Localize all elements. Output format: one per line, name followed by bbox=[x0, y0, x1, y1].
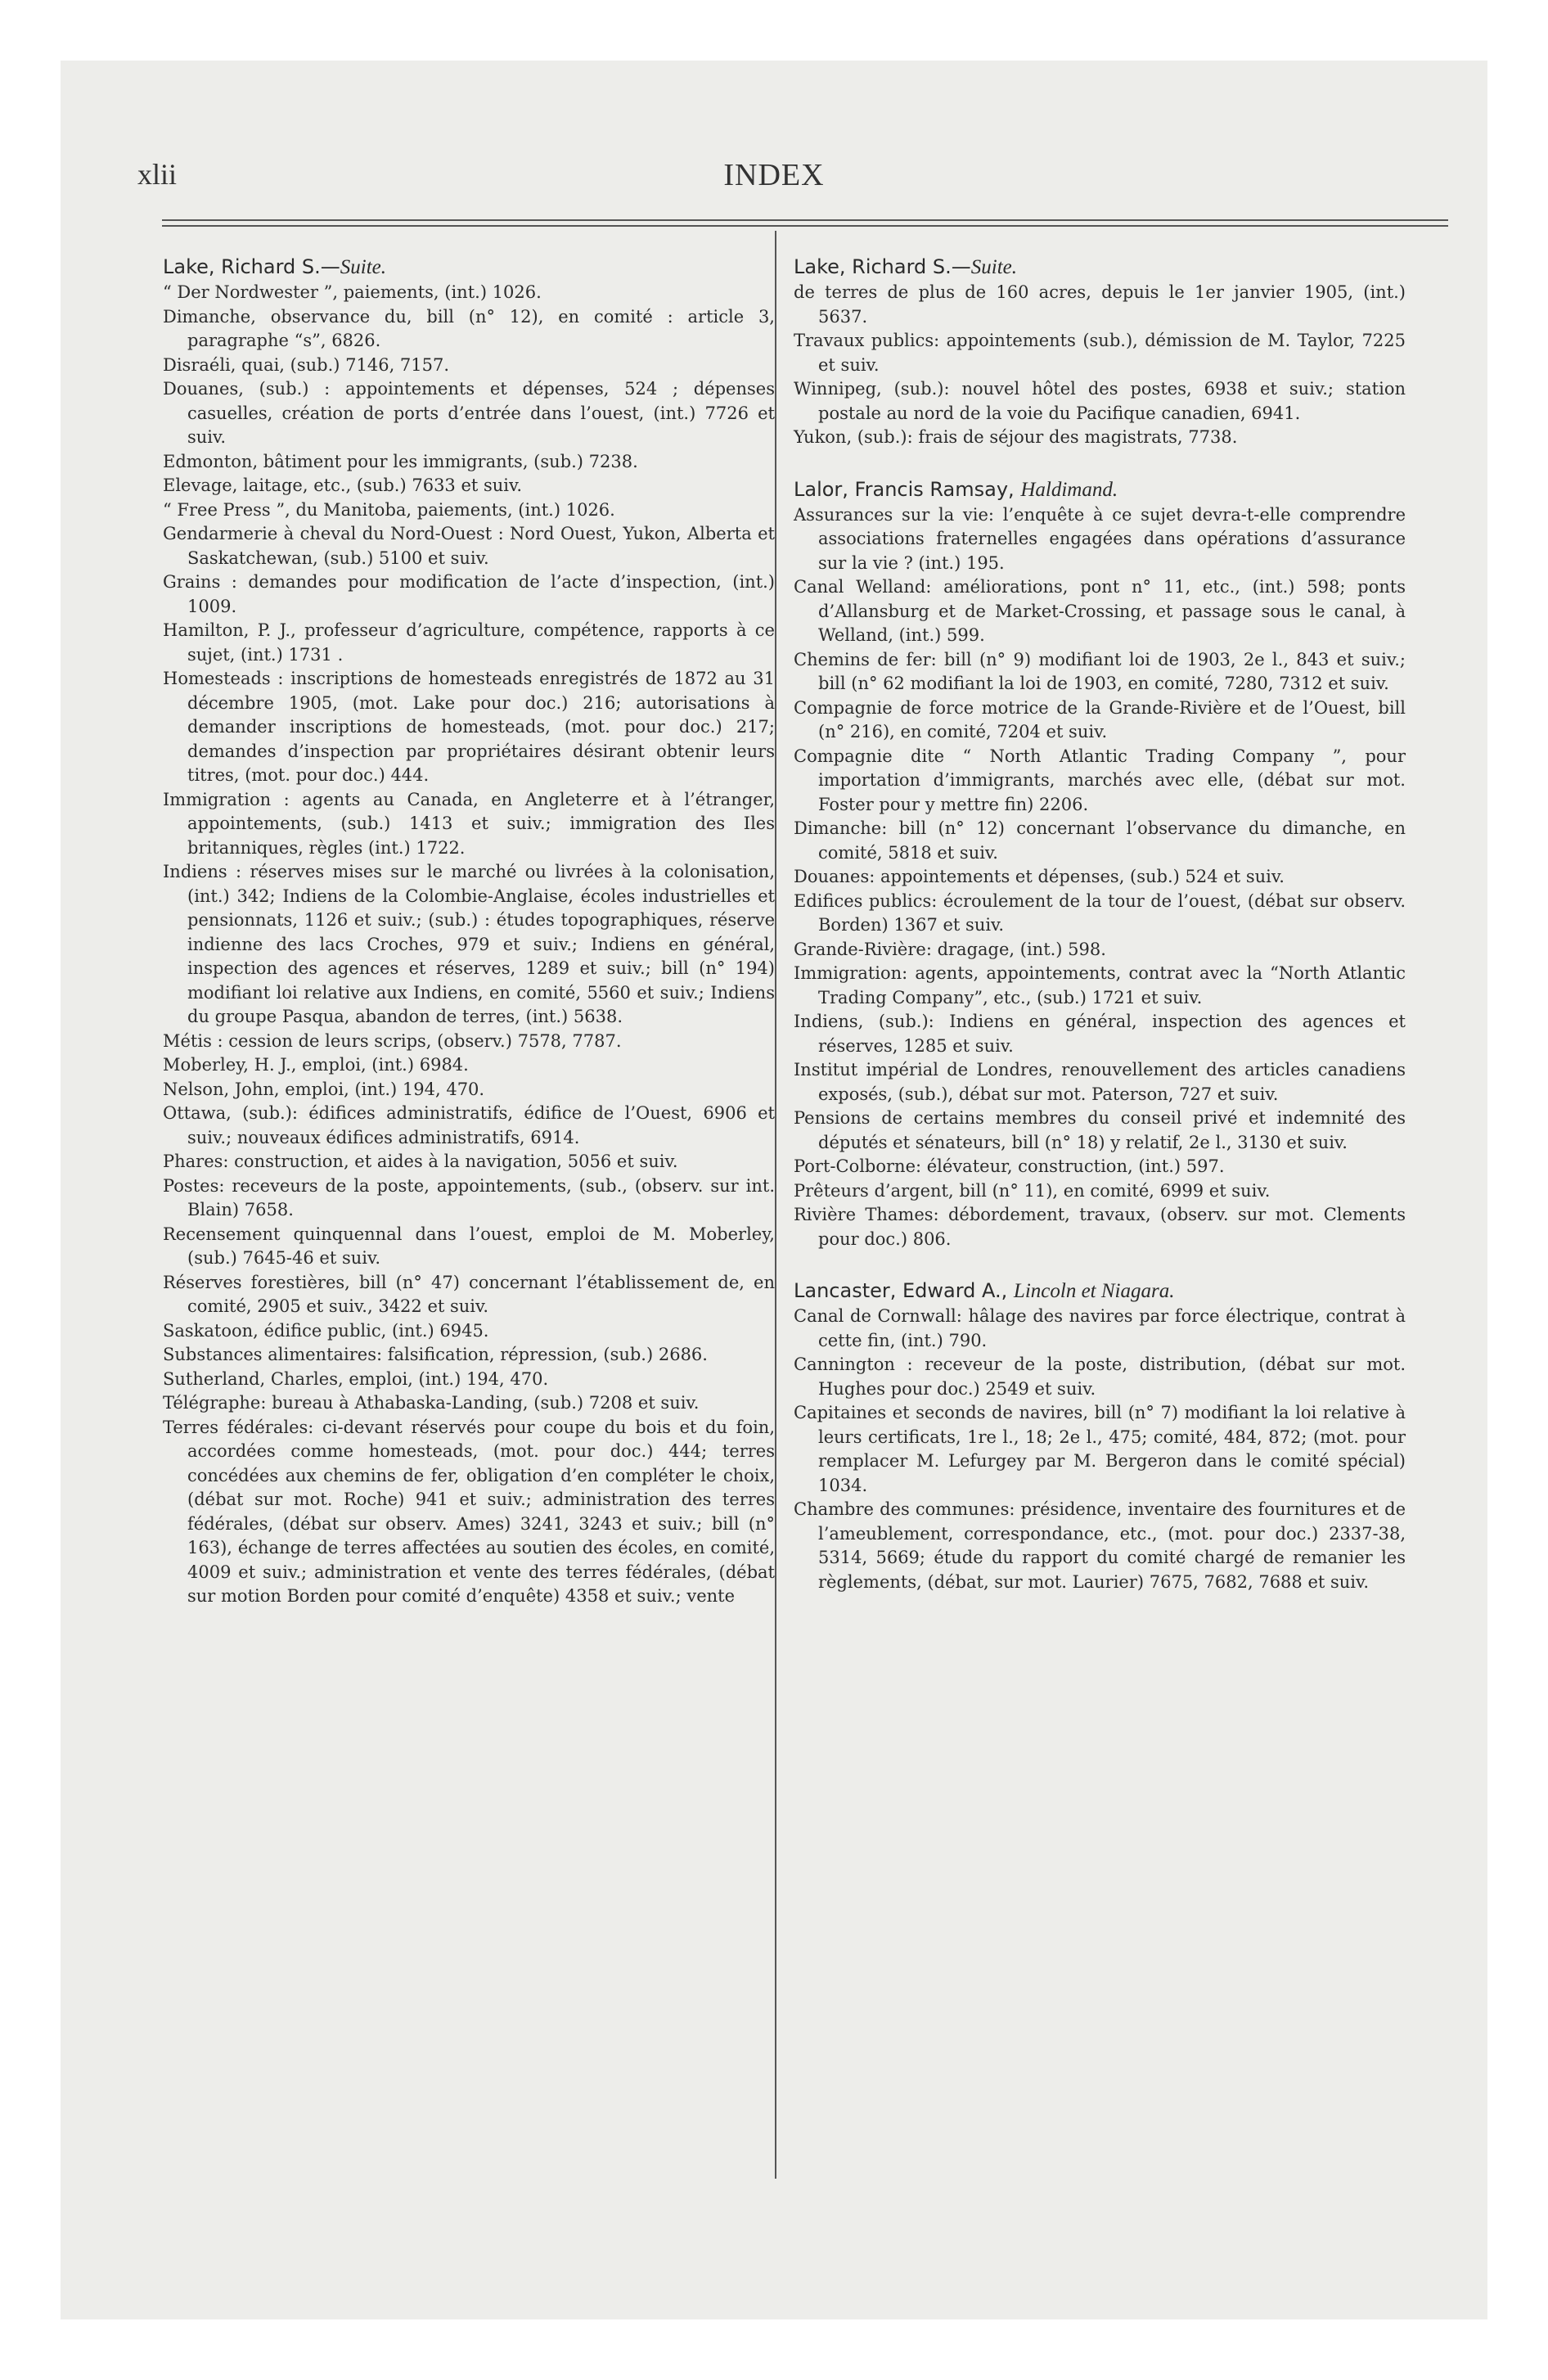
index-entry: Homesteads : inscriptions de homesteads enregistrés de 1872 au 31 décembre 1905, (mot. Lake pour doc.) 216; autorisations à demander inscriptions de homesteads, (mot. pour doc.) 217; demandes d’inspection par propriétaires désirant obtenir leurs titres, (mot. pour doc.) 444. bbox=[163, 669, 775, 785]
index-entry: Métis : cession de leurs scrips, (observ.) 7578, 7787. bbox=[163, 1030, 622, 1051]
index-entry: Substances alimentaires: falsification, répression, (sub.) 2686. bbox=[163, 1345, 708, 1364]
page-header bbox=[61, 157, 1487, 214]
index-entry: Saskatoon, édifice public, (int.) 6945. bbox=[163, 1320, 489, 1341]
index-entry: Réserves forestières, bill (n° 47) concernant l’établissement de, en comité, 2905 et suiv., 3422 et suiv. bbox=[163, 1272, 775, 1316]
index-entry: Télégraphe: bureau à Athabaska-Landing, (sub.) 7208 et suiv. bbox=[163, 1393, 700, 1413]
index-entry: Prêteurs d’argent, bill (n° 11), en comité, 6999 et suiv. bbox=[794, 1180, 1271, 1201]
index-entry: Elevage, laitage, etc., (sub.) 7633 et suiv. bbox=[163, 476, 523, 495]
index-entry: Grains : demandes pour modification de l’acte d’inspection, (int.) 1009. bbox=[163, 572, 775, 616]
page-title: INDEX bbox=[723, 158, 825, 192]
index-entry: Canal de Cornwall: hâlage des navires par force électrique, contrat à cette fin, (int.) 790. bbox=[794, 1306, 1406, 1350]
index-entry: “ Der Nordwester ”, paiements, (int.) 1026. bbox=[163, 282, 542, 302]
header-rule-top bbox=[162, 219, 1448, 221]
member-riding: Haldimand. bbox=[1020, 478, 1118, 501]
index-entry: Institut impérial de Londres, renouvellement des articles canadiens exposés, (sub.), débat sur mot. Paterson, 727 et suiv. bbox=[794, 1060, 1406, 1104]
index-entry: Compagnie de force motrice de la Grande-Rivière et de l’Ouest, bill (n° 216), en comité, 7204 et suiv. bbox=[794, 697, 1406, 741]
index-entry: Pensions de certains membres du conseil privé et indemnité des députés et sénateurs, bill (n° 18) y relatif, 2e l., 3130 et suiv. bbox=[794, 1108, 1406, 1152]
index-entry: Moberley, H. J., emploi, (int.) 6984. bbox=[163, 1055, 469, 1075]
index-entry: Chemins de fer: bill (n° 9) modifiant loi de 1903, 2e l., 843 et suiv.; bill (n° 62 modifiant la loi de 1903, en comité, 7280, 7312 et suiv. bbox=[794, 649, 1406, 693]
index-entry: Travaux publics: appointements (sub.), démission de M. Taylor, 7225 et suiv. bbox=[794, 331, 1406, 375]
index-entry: Indiens : réserves mises sur le marché ou livrées à la colonisation, (int.) 342; Indiens de la Colombie-Anglaise, écoles industrielles et pensionnats, 1126 et suiv.; (sub.) : études topographiques, réserve indienne des lacs Croches, 979 et suiv.; Indiens en général, inspection des agences et réserves, 1289 et suiv.; bill (n° 194) modifiant loi relative aux Indiens, en comité, 5560 et suiv.; Indiens du groupe Pasqua, abandon de terres, (int.) 5638. bbox=[163, 862, 775, 1026]
index-entry: “ Free Press ”, du Manitoba, paiements, (int.) 1026. bbox=[163, 499, 615, 520]
index-entry: Recensement quinquennal dans l’ouest, emploi de M. Moberley, (sub.) 7645-46 et suiv. bbox=[163, 1224, 775, 1268]
member-name: Lake, Richard S.— bbox=[163, 255, 340, 278]
member-riding: Suite. bbox=[970, 256, 1018, 278]
index-entry: Dimanche: bill (n° 12) concernant l’observance du dimanche, en comité, 5818 et suiv. bbox=[794, 818, 1406, 863]
index-entry: Winnipeg, (sub.): nouvel hôtel des postes, 6938 et suiv.; station postale au nord de la voie du Pacifique canadien, 6941. bbox=[794, 379, 1406, 423]
index-section bbox=[163, 254, 775, 1609]
index-entry: Terres fédérales: ci-devant réservés pour coupe du bois et du foin, accordées comme homesteads, (mot. pour doc.) 444; terres concédées aux chemins de fer, obligation d’en compléter le choix, (débat sur mot. Roche) 941 et suiv.; administration des terres fédérales, (débat sur observ. Ames) 3241, 3243 et suiv.; bill (n° 163), échange de terres affectées au soutien des écoles, en comité, 4009 et suiv.; administration et vente des terres fédérales, (débat sur motion Borden pour comité d’enquête) 4358 et suiv.; vente bbox=[163, 1417, 775, 1606]
page-sheet bbox=[61, 61, 1487, 2319]
left-column bbox=[163, 254, 775, 1635]
index-entry: Assurances sur la vie: l’enquête à ce sujet devra-t-elle comprendre associations fraternelles engagées dans opérations d’assurance sur la vie ? (int.) 195. bbox=[794, 504, 1406, 573]
index-entry: Canal Welland: améliorations, pont n° 11, etc., (int.) 598; ponts d’Allansburg et de Market-Crossing, et passage sous le canal, à Welland, (int.) 599. bbox=[794, 577, 1406, 645]
index-entry: Dimanche, observance du, bill (n° 12), en comité : article 3, paragraphe “s”, 6826. bbox=[163, 306, 775, 350]
index-entry: Chambre des communes: présidence, inventaire des fournitures et de l’ameublement, correspondance, etc., (mot. pour doc.) 2337-38, 5314, 5669; étude du rapport du comité chargé de remanier les règlements, (débat, sur mot. Laurier) 7675, 7682, 7688 et suiv. bbox=[794, 1499, 1406, 1592]
index-entry: Grande-Rivière: dragage, (int.) 598. bbox=[794, 939, 1106, 959]
index-entry: Indiens, (sub.): Indiens en général, inspection des agences et réserves, 1285 et suiv. bbox=[794, 1012, 1406, 1056]
index-entry: de terres de plus de 160 acres, depuis le 1er janvier 1905, (int.) 5637. bbox=[794, 282, 1406, 327]
index-entry: Yukon, (sub.): frais de séjour des magistrats, 7738. bbox=[794, 427, 1238, 447]
index-entry: Postes: receveurs de la poste, appointements, (sub., (observ. sur int. Blain) 7658. bbox=[163, 1175, 775, 1219]
index-entry: Douanes: appointements et dépenses, (sub.) 524 et suiv. bbox=[794, 867, 1285, 886]
member-riding: Lincoln et Niagara. bbox=[1013, 1280, 1175, 1302]
index-entry: Port-Colborne: élévateur, construction, (int.) 597. bbox=[794, 1156, 1225, 1176]
index-entry: Compagnie dite “ North Atlantic Trading Company ”, pour importation d’immigrants, marchés avec elle, (débat sur mot. Foster pour y mettre fin) 2206. bbox=[794, 746, 1406, 814]
index-entry: Cannington : receveur de la poste, distribution, (débat sur mot. Hughes pour doc.) 2549 et suiv. bbox=[794, 1355, 1406, 1399]
column-divider bbox=[775, 231, 776, 2179]
index-entry: Rivière Thames: débordement, travaux, (observ. sur mot. Clements pour doc.) 806. bbox=[794, 1205, 1406, 1249]
index-entry: Phares: construction, et aides à la navigation, 5056 et suiv. bbox=[163, 1152, 678, 1171]
index-entry: Disraéli, quai, (sub.) 7146, 7157. bbox=[163, 354, 450, 375]
index-entry: Hamilton, P. J., professeur d’agriculture, compétence, rapports à ce sujet, (int.) 1731 . bbox=[163, 620, 775, 665]
right-column bbox=[794, 254, 1406, 1620]
index-entry: Sutherland, Charles, emploi, (int.) 194, 470. bbox=[163, 1368, 549, 1389]
index-entry: Ottawa, (sub.): édifices administratifs, édifice de l’Ouest, 6906 et suiv.; nouveaux édifices administratifs, 6914. bbox=[163, 1103, 775, 1147]
index-heading bbox=[794, 254, 1406, 281]
index-section bbox=[794, 254, 1406, 450]
header-rule-bottom bbox=[162, 225, 1448, 227]
index-entry: Immigration : agents au Canada, en Angleterre et à l’étranger, appointements, (sub.) 1413 et suiv.; immigration des Iles britanniques, règles (int.) 1722. bbox=[163, 789, 775, 858]
index-entry: Edmonton, bâtiment pour les immigrants, (sub.) 7238. bbox=[163, 451, 638, 471]
index-entry: Gendarmerie à cheval du Nord-Ouest : Nord Ouest, Yukon, Alberta et Saskatchewan, (sub.) 5100 et suiv. bbox=[163, 524, 775, 568]
member-name: Lalor, Francis Ramsay, bbox=[794, 477, 1021, 501]
index-heading bbox=[794, 1278, 1406, 1305]
member-name: Lake, Richard S.— bbox=[794, 255, 971, 278]
index-section bbox=[794, 476, 1406, 1252]
index-entry: Capitaines et seconds de navires, bill (n° 7) modifiant la loi relative à leurs certificats, 1re l., 18; 2e l., 475; comité, 484, 872; (mot. pour remplacer M. Lefurgey par M. Bergeron dans le comité spécial) 1034. bbox=[794, 1403, 1406, 1495]
index-entry: Douanes, (sub.) : appointements et dépenses, 524 ; dépenses casuelles, création de ports d’entrée dans l’ouest, (int.) 7726 et suiv. bbox=[163, 379, 775, 447]
member-riding: Suite. bbox=[340, 256, 387, 278]
index-heading bbox=[163, 254, 775, 281]
index-entry: Immigration: agents, appointements, contrat avec la “North Atlantic Trading Company”, etc., (sub.) 1721 et suiv. bbox=[794, 963, 1406, 1007]
index-section bbox=[794, 1278, 1406, 1594]
index-heading bbox=[794, 476, 1406, 503]
index-entry: Edifices publics: écroulement de la tour de l’ouest, (débat sur observ. Borden) 1367 et suiv. bbox=[794, 890, 1406, 935]
member-name: Lancaster, Edward A., bbox=[794, 1279, 1014, 1302]
index-entry: Nelson, John, emploi, (int.) 194, 470. bbox=[163, 1079, 485, 1099]
page-number: xlii bbox=[137, 158, 178, 191]
